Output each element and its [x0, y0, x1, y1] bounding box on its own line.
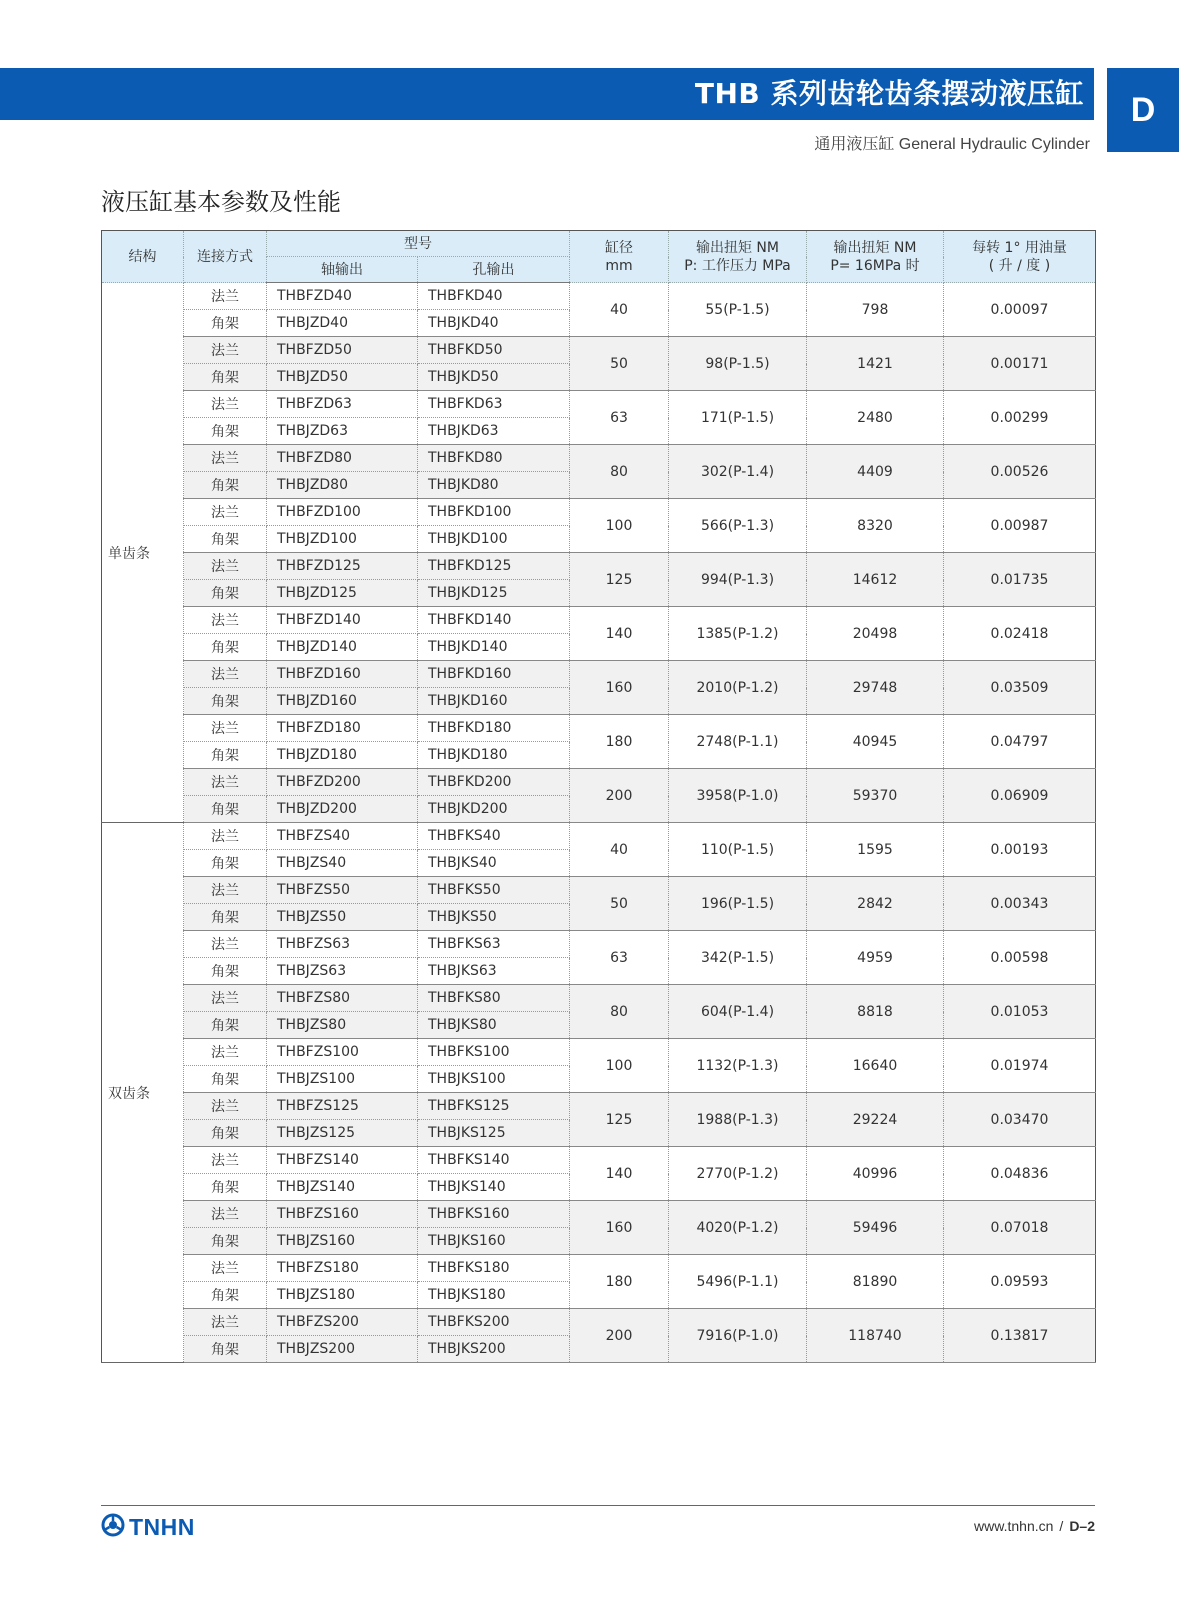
section-title: 液压缸基本参数及性能: [101, 188, 341, 216]
torque-16-cell: 59496: [807, 1201, 944, 1255]
shaft-output-cell: THBJZS100: [267, 1066, 418, 1093]
connection-cell: 角架: [184, 1066, 267, 1093]
hole-output-cell: THBFKD140: [418, 607, 570, 634]
bore-cell: 63: [570, 391, 669, 445]
bore-cell: 125: [570, 553, 669, 607]
shaft-output-cell: THBJZS180: [267, 1282, 418, 1309]
bore-cell: 160: [570, 1201, 669, 1255]
bore-cell: 40: [570, 823, 669, 877]
hole-output-cell: THBJKS40: [418, 850, 570, 877]
connection-cell: 法兰: [184, 985, 267, 1012]
torque-p-cell: 302(P-1.4): [669, 445, 807, 499]
hole-output-cell: THBJKD200: [418, 796, 570, 823]
hole-output-cell: THBFKS125: [418, 1093, 570, 1120]
torque-p-cell: 98(P-1.5): [669, 337, 807, 391]
connection-cell: 角架: [184, 1336, 267, 1363]
hole-output-cell: THBJKD100: [418, 526, 570, 553]
table-row: [102, 445, 1096, 472]
torque-16-cell: 798: [807, 283, 944, 337]
connection-cell: 法兰: [184, 769, 267, 796]
table-row: [102, 877, 1096, 904]
header-connection: 连接方式: [184, 231, 267, 283]
header-torque-16-line1: 输出扭矩 NM: [833, 239, 917, 256]
footer-website: [974, 1518, 1095, 1534]
hole-output-cell: THBJKD63: [418, 418, 570, 445]
torque-p-cell: 1132(P-1.3): [669, 1039, 807, 1093]
shaft-output-cell: THBJZS125: [267, 1120, 418, 1147]
torque-16-cell: 29748: [807, 661, 944, 715]
header-torque-p: [669, 231, 807, 283]
bore-cell: 100: [570, 1039, 669, 1093]
hole-output-cell: THBFKD80: [418, 445, 570, 472]
hole-output-cell: THBFKD180: [418, 715, 570, 742]
torque-p-cell: 566(P-1.3): [669, 499, 807, 553]
table-row: [102, 985, 1096, 1012]
shaft-output-cell: THBJZD80: [267, 472, 418, 499]
url-separator: /: [1059, 1518, 1064, 1534]
spec-table: [101, 230, 1096, 1363]
shaft-output-cell: THBJZS50: [267, 904, 418, 931]
hole-output-cell: THBFKD160: [418, 661, 570, 688]
shaft-output-cell: THBFZS63: [267, 931, 418, 958]
connection-cell: 角架: [184, 958, 267, 985]
torque-16-cell: 8818: [807, 985, 944, 1039]
shaft-output-cell: THBFZD160: [267, 661, 418, 688]
bore-cell: 80: [570, 985, 669, 1039]
hole-output-cell: THBJKS50: [418, 904, 570, 931]
torque-p-cell: 604(P-1.4): [669, 985, 807, 1039]
connection-cell: 角架: [184, 904, 267, 931]
connection-cell: 法兰: [184, 1309, 267, 1336]
torque-16-cell: 8320: [807, 499, 944, 553]
shaft-output-cell: THBFZS125: [267, 1093, 418, 1120]
shaft-output-cell: THBFZS100: [267, 1039, 418, 1066]
connection-cell: 角架: [184, 1120, 267, 1147]
torque-p-cell: 110(P-1.5): [669, 823, 807, 877]
table-row: [102, 499, 1096, 526]
website-url[interactable]: www.tnhn.cn: [974, 1518, 1054, 1534]
torque-p-cell: 55(P-1.5): [669, 283, 807, 337]
connection-cell: 角架: [184, 688, 267, 715]
shaft-output-cell: THBFZD140: [267, 607, 418, 634]
torque-16-cell: 118740: [807, 1309, 944, 1363]
shaft-output-cell: THBJZD180: [267, 742, 418, 769]
header-hole-output: 孔输出: [418, 257, 570, 283]
oil-cell: 0.00598: [944, 931, 1096, 985]
table-row: [102, 337, 1096, 364]
hole-output-cell: THBJKD80: [418, 472, 570, 499]
table-row: [102, 931, 1096, 958]
header-shaft-output: 轴输出: [267, 257, 418, 283]
table-body: [102, 283, 1096, 1363]
table-row: [102, 715, 1096, 742]
structure-cell: 单齿条: [102, 283, 184, 823]
oil-cell: 0.03509: [944, 661, 1096, 715]
hole-output-cell: THBFKS160: [418, 1201, 570, 1228]
oil-cell: 0.03470: [944, 1093, 1096, 1147]
bore-cell: 40: [570, 283, 669, 337]
header-torque-p-line2: P: 工作压力 MPa: [684, 257, 791, 274]
hole-output-cell: THBJKD50: [418, 364, 570, 391]
shaft-output-cell: THBJZS80: [267, 1012, 418, 1039]
header-structure: 结构: [102, 231, 184, 283]
hole-output-cell: THBJKD125: [418, 580, 570, 607]
bore-cell: 160: [570, 661, 669, 715]
torque-16-cell: 2480: [807, 391, 944, 445]
torque-p-cell: 2770(P-1.2): [669, 1147, 807, 1201]
hole-output-cell: THBJKD160: [418, 688, 570, 715]
tnhn-logo-icon: [101, 1513, 125, 1541]
torque-16-cell: 14612: [807, 553, 944, 607]
torque-p-cell: 5496(P-1.1): [669, 1255, 807, 1309]
torque-p-cell: 7916(P-1.0): [669, 1309, 807, 1363]
oil-cell: 0.00343: [944, 877, 1096, 931]
shaft-output-cell: THBJZS200: [267, 1336, 418, 1363]
shaft-output-cell: THBJZD50: [267, 364, 418, 391]
connection-cell: 角架: [184, 1174, 267, 1201]
hole-output-cell: THBJKD40: [418, 310, 570, 337]
hole-output-cell: THBFKD63: [418, 391, 570, 418]
header-oil-line1: 每转 1° 用油量: [972, 239, 1067, 256]
connection-cell: 角架: [184, 1012, 267, 1039]
torque-p-cell: 196(P-1.5): [669, 877, 807, 931]
bore-cell: 100: [570, 499, 669, 553]
oil-cell: 0.00526: [944, 445, 1096, 499]
connection-cell: 角架: [184, 526, 267, 553]
torque-p-cell: 171(P-1.5): [669, 391, 807, 445]
connection-cell: 法兰: [184, 931, 267, 958]
torque-p-cell: 1385(P-1.2): [669, 607, 807, 661]
table-row: [102, 769, 1096, 796]
hole-output-cell: THBFKD125: [418, 553, 570, 580]
torque-16-cell: 1595: [807, 823, 944, 877]
hole-output-cell: THBFKS63: [418, 931, 570, 958]
connection-cell: 法兰: [184, 823, 267, 850]
torque-16-cell: 16640: [807, 1039, 944, 1093]
torque-p-cell: 4020(P-1.2): [669, 1201, 807, 1255]
page-number: D–2: [1069, 1518, 1095, 1534]
torque-16-cell: 20498: [807, 607, 944, 661]
table-row: [102, 283, 1096, 310]
header-bore-line1: 缸径: [605, 239, 633, 256]
oil-cell: 0.00171: [944, 337, 1096, 391]
table-row: [102, 607, 1096, 634]
header-torque-16: [807, 231, 944, 283]
oil-cell: 0.06909: [944, 769, 1096, 823]
shaft-output-cell: THBFZD50: [267, 337, 418, 364]
hole-output-cell: THBFKD50: [418, 337, 570, 364]
torque-16-cell: 40996: [807, 1147, 944, 1201]
torque-p-cell: 3958(P-1.0): [669, 769, 807, 823]
oil-cell: 0.00987: [944, 499, 1096, 553]
bore-cell: 200: [570, 1309, 669, 1363]
oil-cell: 0.09593: [944, 1255, 1096, 1309]
torque-16-cell: 40945: [807, 715, 944, 769]
oil-cell: 0.00097: [944, 283, 1096, 337]
torque-p-cell: 994(P-1.3): [669, 553, 807, 607]
oil-cell: 0.02418: [944, 607, 1096, 661]
header-bore-line2: mm: [605, 257, 633, 274]
hole-output-cell: THBJKS125: [418, 1120, 570, 1147]
connection-cell: 法兰: [184, 1255, 267, 1282]
hole-output-cell: THBFKD200: [418, 769, 570, 796]
table-row: [102, 1201, 1096, 1228]
table-row: [102, 553, 1096, 580]
header-model: 型号: [267, 231, 570, 257]
connection-cell: 角架: [184, 364, 267, 391]
torque-p-cell: 2748(P-1.1): [669, 715, 807, 769]
connection-cell: 角架: [184, 1228, 267, 1255]
shaft-output-cell: THBJZS140: [267, 1174, 418, 1201]
hole-output-cell: THBFKS140: [418, 1147, 570, 1174]
hole-output-cell: THBJKS180: [418, 1282, 570, 1309]
hole-output-cell: THBJKS100: [418, 1066, 570, 1093]
oil-cell: 0.01053: [944, 985, 1096, 1039]
shaft-output-cell: THBFZS80: [267, 985, 418, 1012]
footer-rule: [101, 1505, 1095, 1506]
shaft-output-cell: THBFZS50: [267, 877, 418, 904]
connection-cell: 角架: [184, 850, 267, 877]
header-bore: [570, 231, 669, 283]
shaft-output-cell: THBFZS40: [267, 823, 418, 850]
torque-16-cell: 4959: [807, 931, 944, 985]
connection-cell: 法兰: [184, 661, 267, 688]
hole-output-cell: THBFKS50: [418, 877, 570, 904]
bore-cell: 50: [570, 337, 669, 391]
page-title: THB 系列齿轮齿条摆动液压缸: [694, 77, 1084, 110]
table-row: [102, 391, 1096, 418]
shaft-output-cell: THBJZS40: [267, 850, 418, 877]
oil-cell: 0.01735: [944, 553, 1096, 607]
bore-cell: 180: [570, 715, 669, 769]
connection-cell: 角架: [184, 580, 267, 607]
connection-cell: 法兰: [184, 553, 267, 580]
connection-cell: 法兰: [184, 877, 267, 904]
shaft-output-cell: THBJZD40: [267, 310, 418, 337]
shaft-output-cell: THBJZD125: [267, 580, 418, 607]
torque-p-cell: 2010(P-1.2): [669, 661, 807, 715]
shaft-output-cell: THBFZD100: [267, 499, 418, 526]
hole-output-cell: THBFKD40: [418, 283, 570, 310]
bore-cell: 125: [570, 1093, 669, 1147]
hole-output-cell: THBJKD180: [418, 742, 570, 769]
shaft-output-cell: THBFZS200: [267, 1309, 418, 1336]
hole-output-cell: THBFKD100: [418, 499, 570, 526]
connection-cell: 法兰: [184, 607, 267, 634]
shaft-output-cell: THBFZS160: [267, 1201, 418, 1228]
connection-cell: 法兰: [184, 1039, 267, 1066]
hole-output-cell: THBJKS63: [418, 958, 570, 985]
bore-cell: 200: [570, 769, 669, 823]
table-row: [102, 1039, 1096, 1066]
oil-cell: 0.13817: [944, 1309, 1096, 1363]
hole-output-cell: THBFKS100: [418, 1039, 570, 1066]
shaft-output-cell: THBJZD160: [267, 688, 418, 715]
connection-cell: 法兰: [184, 1093, 267, 1120]
table-row: [102, 823, 1096, 850]
table-header: [102, 231, 1096, 283]
oil-cell: 0.04797: [944, 715, 1096, 769]
header-oil-line2: ( 升 / 度 ): [988, 257, 1051, 274]
shaft-output-cell: THBFZD180: [267, 715, 418, 742]
connection-cell: 角架: [184, 418, 267, 445]
shaft-output-cell: THBJZS63: [267, 958, 418, 985]
shaft-output-cell: THBFZD125: [267, 553, 418, 580]
hole-output-cell: THBFKS80: [418, 985, 570, 1012]
bore-cell: 140: [570, 607, 669, 661]
connection-cell: 角架: [184, 1282, 267, 1309]
torque-16-cell: 29224: [807, 1093, 944, 1147]
shaft-output-cell: THBFZD200: [267, 769, 418, 796]
torque-p-cell: 1988(P-1.3): [669, 1093, 807, 1147]
table-row: [102, 1309, 1096, 1336]
torque-16-cell: 2842: [807, 877, 944, 931]
shaft-output-cell: THBJZD100: [267, 526, 418, 553]
header-oil: [944, 231, 1096, 283]
table-row: [102, 1147, 1096, 1174]
connection-cell: 法兰: [184, 337, 267, 364]
hole-output-cell: THBFKS40: [418, 823, 570, 850]
hole-output-cell: THBJKS200: [418, 1336, 570, 1363]
connection-cell: 法兰: [184, 715, 267, 742]
oil-cell: 0.00299: [944, 391, 1096, 445]
connection-cell: 法兰: [184, 1201, 267, 1228]
connection-cell: 法兰: [184, 445, 267, 472]
shaft-output-cell: THBJZD200: [267, 796, 418, 823]
hole-output-cell: THBJKS80: [418, 1012, 570, 1039]
header-banner: [0, 68, 1094, 120]
connection-cell: 角架: [184, 634, 267, 661]
connection-cell: 角架: [184, 310, 267, 337]
oil-cell: 0.07018: [944, 1201, 1096, 1255]
chapter-tab: D: [1107, 68, 1179, 152]
bore-cell: 63: [570, 931, 669, 985]
hole-output-cell: THBJKS140: [418, 1174, 570, 1201]
hole-output-cell: THBFKS180: [418, 1255, 570, 1282]
shaft-output-cell: THBFZS180: [267, 1255, 418, 1282]
hole-output-cell: THBJKD140: [418, 634, 570, 661]
shaft-output-cell: THBJZD140: [267, 634, 418, 661]
connection-cell: 法兰: [184, 283, 267, 310]
page-subtitle: 通用液压缸 General Hydraulic Cylinder: [814, 136, 1090, 153]
bore-cell: 180: [570, 1255, 669, 1309]
table-row: [102, 1255, 1096, 1282]
table-row: [102, 661, 1096, 688]
connection-cell: 法兰: [184, 1147, 267, 1174]
torque-16-cell: 59370: [807, 769, 944, 823]
torque-16-cell: 4409: [807, 445, 944, 499]
connection-cell: 角架: [184, 472, 267, 499]
oil-cell: 0.00193: [944, 823, 1096, 877]
oil-cell: 0.01974: [944, 1039, 1096, 1093]
shaft-output-cell: THBFZD80: [267, 445, 418, 472]
shaft-output-cell: THBJZD63: [267, 418, 418, 445]
header-torque-p-line1: 输出扭矩 NM: [695, 239, 779, 256]
bore-cell: 80: [570, 445, 669, 499]
connection-cell: 角架: [184, 796, 267, 823]
oil-cell: 0.04836: [944, 1147, 1096, 1201]
footer-logo: [101, 1514, 195, 1540]
logo-text: TNHN: [129, 1513, 195, 1540]
table-row: [102, 1093, 1096, 1120]
torque-16-cell: 1421: [807, 337, 944, 391]
connection-cell: 法兰: [184, 391, 267, 418]
torque-p-cell: 342(P-1.5): [669, 931, 807, 985]
bore-cell: 140: [570, 1147, 669, 1201]
torque-16-cell: 81890: [807, 1255, 944, 1309]
hole-output-cell: THBFKS200: [418, 1309, 570, 1336]
hole-output-cell: THBJKS160: [418, 1228, 570, 1255]
connection-cell: 角架: [184, 742, 267, 769]
header-torque-16-line2: P= 16MPa 时: [830, 257, 920, 274]
shaft-output-cell: THBFZS140: [267, 1147, 418, 1174]
connection-cell: 法兰: [184, 499, 267, 526]
bore-cell: 50: [570, 877, 669, 931]
shaft-output-cell: THBFZD40: [267, 283, 418, 310]
structure-cell: 双齿条: [102, 823, 184, 1363]
shaft-output-cell: THBFZD63: [267, 391, 418, 418]
shaft-output-cell: THBJZS160: [267, 1228, 418, 1255]
